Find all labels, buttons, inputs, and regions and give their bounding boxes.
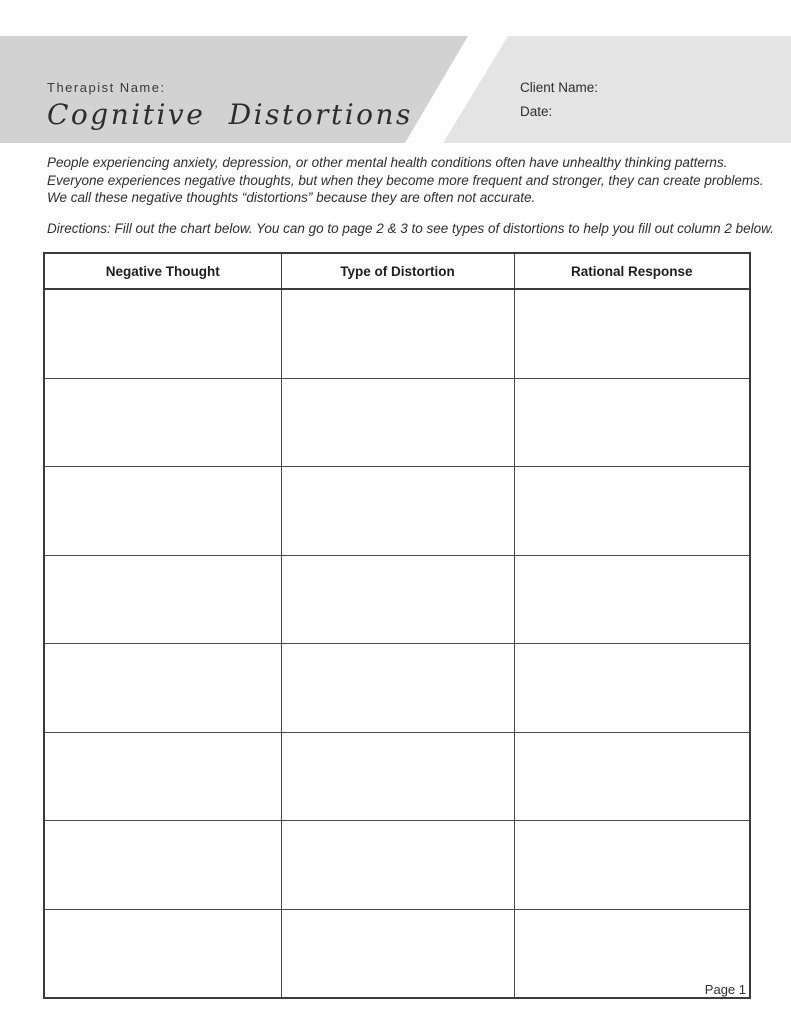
intro-line: People experiencing anxiety, depression, or other mental health conditions often have unhealthy thinking patterns. xyxy=(47,155,728,170)
distortions-table xyxy=(43,252,751,999)
page-title: Cognitive Distortions xyxy=(47,98,413,131)
therapist-name-label: Therapist Name: xyxy=(47,80,166,95)
table-row xyxy=(44,555,750,644)
table-cell xyxy=(44,467,281,556)
intro-line: We call these negative thoughts “distortions” because they are often not accurate. xyxy=(47,190,536,205)
column-header-negative-thought: Negative Thought xyxy=(44,253,281,289)
page-number: Page 1 xyxy=(704,982,746,997)
table-cell xyxy=(281,467,514,556)
table-row xyxy=(44,467,750,556)
table-cell xyxy=(514,555,750,644)
table-cell xyxy=(281,378,514,467)
table-row xyxy=(44,909,750,998)
table-cell xyxy=(44,555,281,644)
directions-text: Directions: Fill out the chart below. You can go to page 2 & 3 to see types of distortions to help you fill out column 2 below. xyxy=(47,221,774,236)
table-cell xyxy=(44,289,281,378)
column-header-rational-response: Rational Response xyxy=(514,253,750,289)
table-cell xyxy=(514,644,750,733)
table-cell xyxy=(44,644,281,733)
table-cell xyxy=(44,909,281,998)
table-cell xyxy=(281,644,514,733)
table-cell xyxy=(281,732,514,821)
table-cell xyxy=(281,289,514,378)
table-row xyxy=(44,644,750,733)
table-row xyxy=(44,732,750,821)
intro-line: Everyone experiences negative thoughts, but when they become more frequent and stronger, they can create problems. xyxy=(47,172,764,188)
column-header-type-of-distortion: Type of Distortion xyxy=(281,253,514,289)
table-cell xyxy=(44,821,281,910)
client-name-label: Client Name: xyxy=(520,80,599,95)
table-cell xyxy=(514,467,750,556)
table-cell xyxy=(281,821,514,910)
table-cell xyxy=(44,378,281,467)
table-cell xyxy=(44,732,281,821)
date-label: Date: xyxy=(520,104,553,119)
table-header-row xyxy=(44,253,750,289)
header-band xyxy=(0,36,791,143)
table-cell xyxy=(281,555,514,644)
table-cell xyxy=(514,378,750,467)
table-cell xyxy=(281,909,514,998)
table-cell xyxy=(514,821,750,910)
table-cell xyxy=(514,732,750,821)
header-left-block xyxy=(47,80,413,132)
table-row xyxy=(44,821,750,910)
table-row xyxy=(44,378,750,467)
header-right-block xyxy=(520,80,598,119)
table-cell xyxy=(514,289,750,378)
table-row xyxy=(44,289,750,378)
intro-paragraph xyxy=(47,154,764,207)
